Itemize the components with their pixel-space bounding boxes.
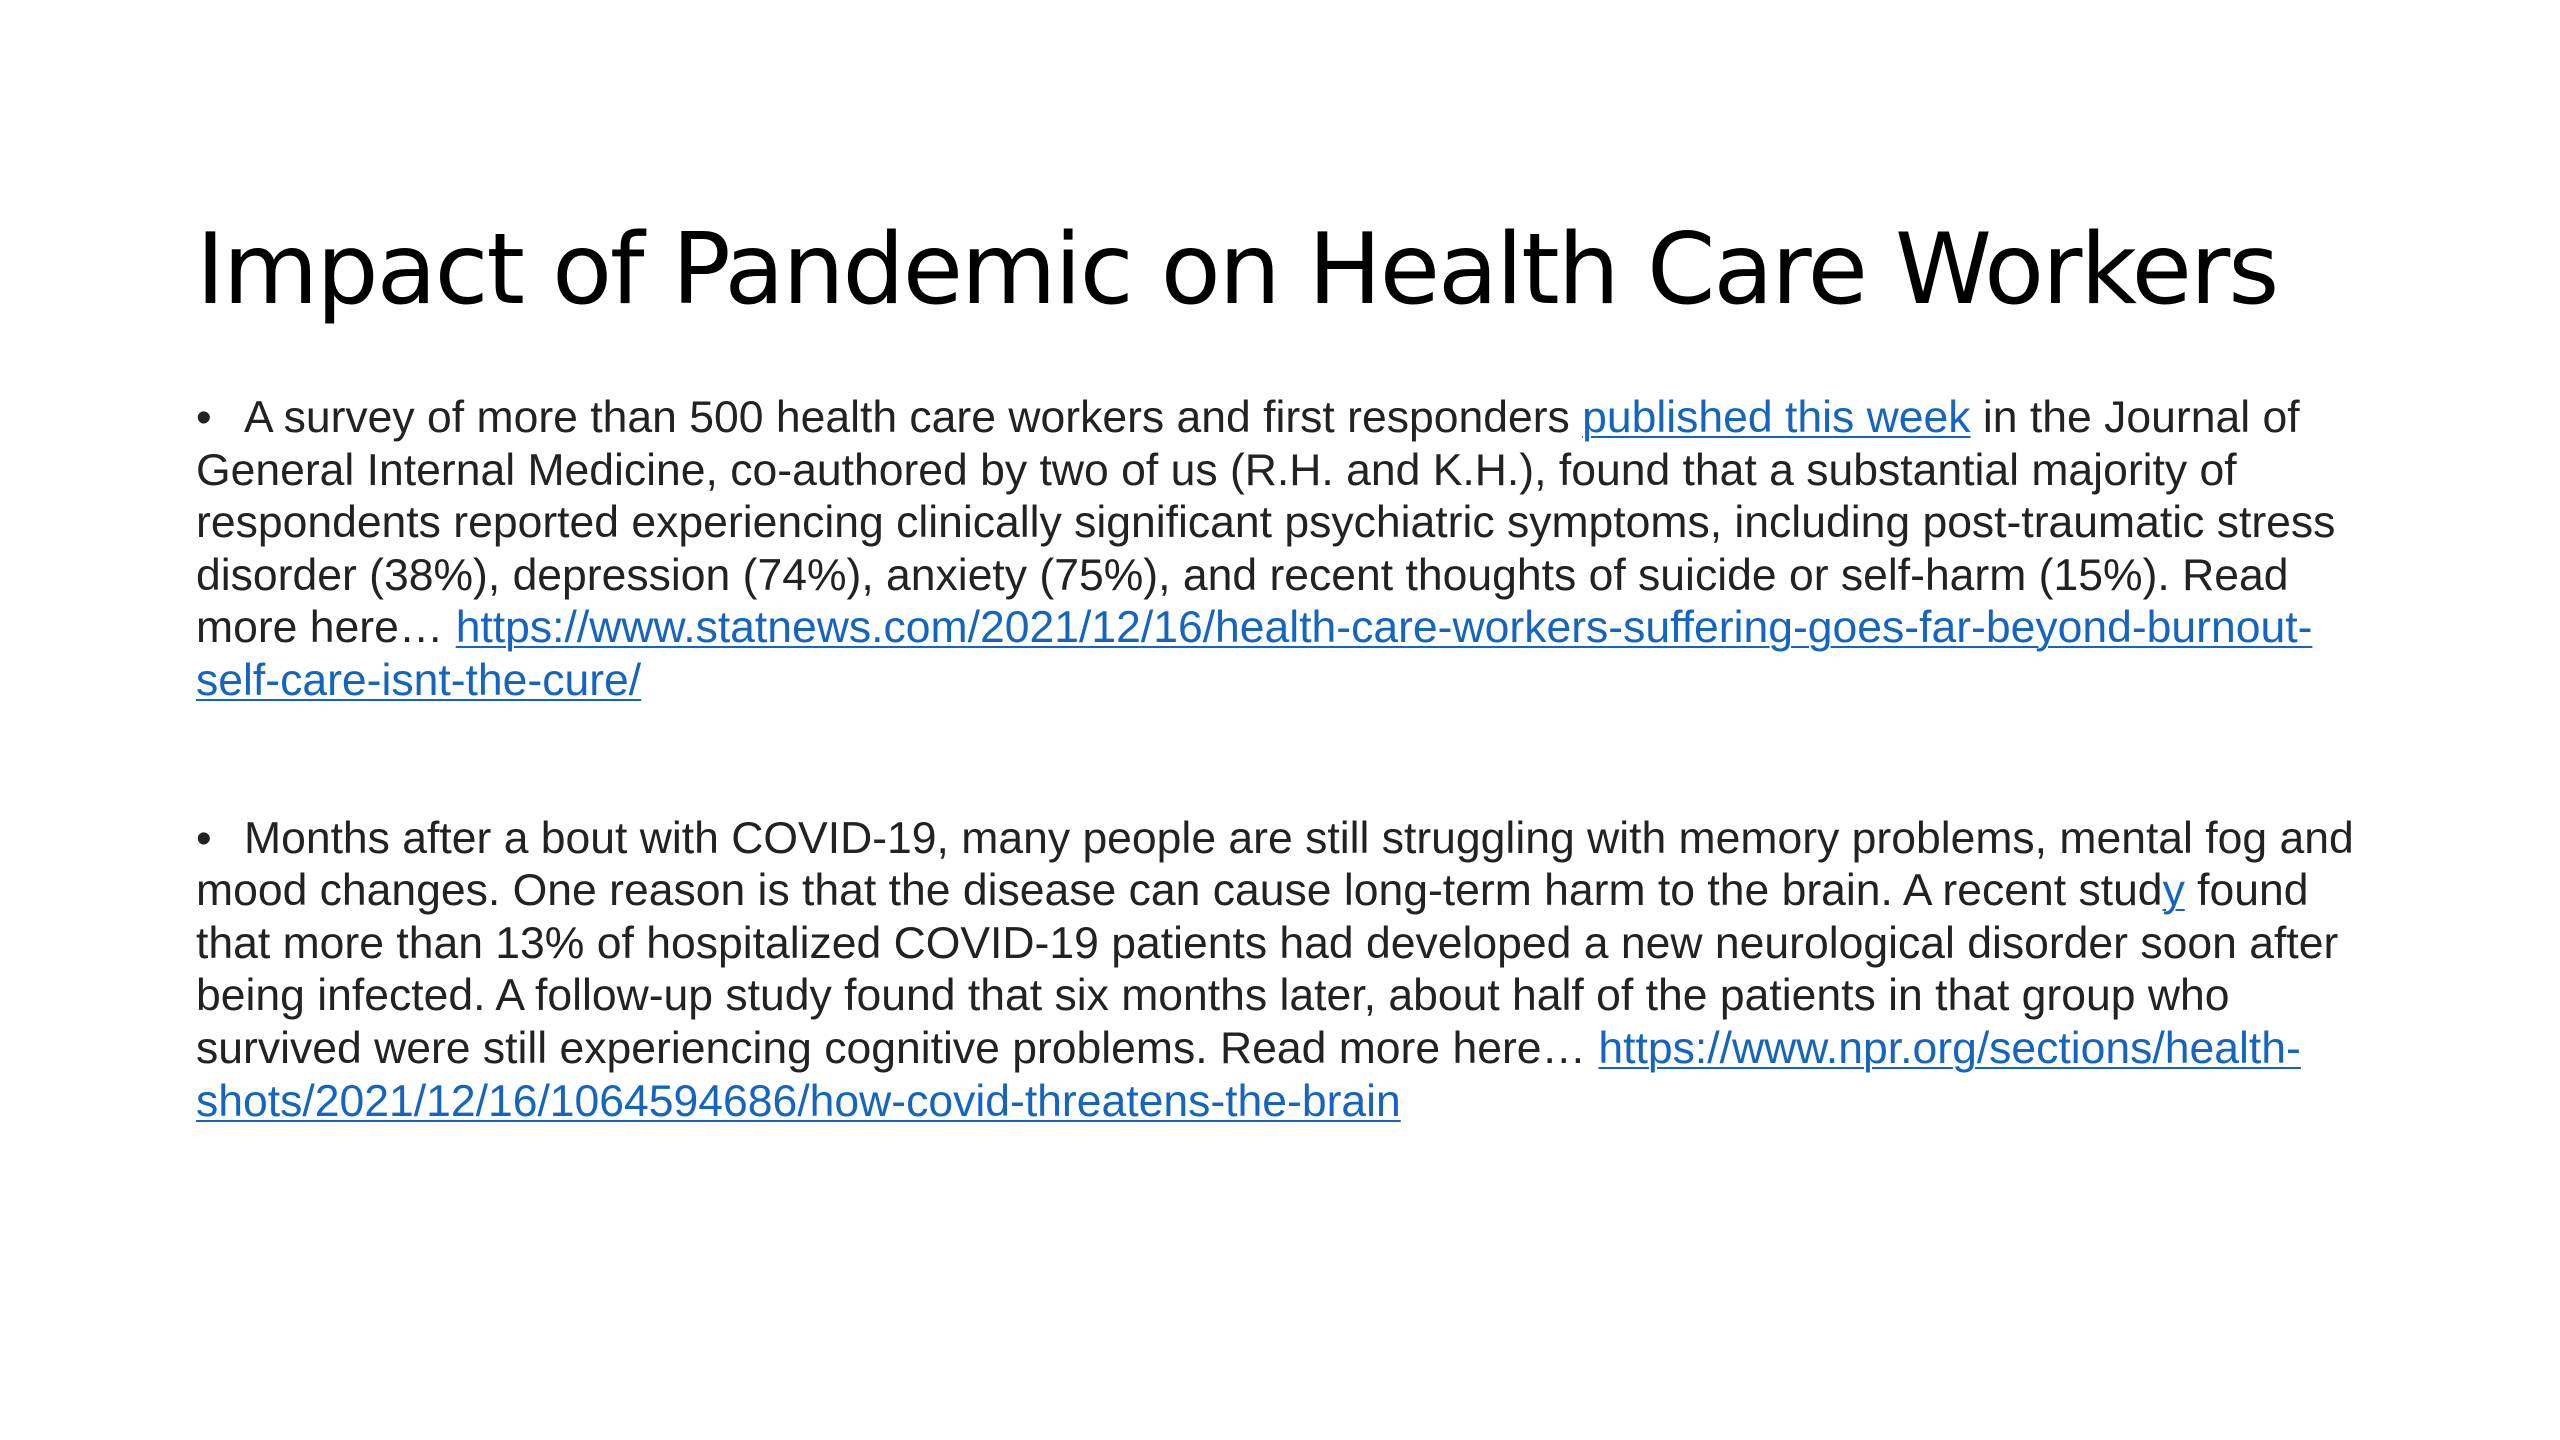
recent-study-link[interactable] — [2163, 866, 2185, 915]
slide-title: Impact of Pandemic on Health Care Workers — [196, 213, 2278, 327]
bullet-covid-text-b: found that more than 13% of hospitalized COVID-19 patients had developed a new neurological disorder soon after being infected. A follow-up study found that six months later, about half of the patients in that group who survived were still experiencing cognitive problems. Read more here… — [196, 866, 2339, 1073]
bullet-survey — [196, 392, 2381, 708]
bullet-survey-text-b: in the Journal of General Internal Medicine, co-authored by two of us (R.H. and K.H.), found that a substantial majority of respondents reported experiencing clinically significant psychiatric symptoms, including post-traumatic stress disorder (38%), depression (74%), anxiety (75%), and recent thoughts of suicide or self-harm (15%). Read more here… — [196, 393, 2336, 653]
bullet-covid-brain — [196, 813, 2381, 1129]
published-this-week-link[interactable]: published this week — [1582, 393, 1971, 442]
bullet-dot: • — [196, 393, 212, 442]
npr-link[interactable]: https://www.npr.org/sections/health-shots/2021/12/16/1064594686/how-covid-threatens-the-brain — [196, 1023, 2301, 1126]
statnews-link[interactable]: https://www.statnews.com/2021/12/16/health-care-workers-suffering-goes-far-beyond-burnout-self-care-isnt-the-cure/ — [196, 603, 2313, 705]
recent-study-link-char: y — [2162, 866, 2185, 916]
bullet-dot: • — [196, 813, 212, 863]
bullet-survey-text-a: A survey of more than 500 health care workers and first responders — [244, 393, 1583, 442]
bullet-covid-text-a: Months after a bout with COVID-19, many people are still struggling with memory problems, mental fog and mood changes. One reason is that the disease can cause long-term harm to the brain. A recent stud — [196, 813, 2354, 916]
slide-content — [196, 392, 2381, 1128]
